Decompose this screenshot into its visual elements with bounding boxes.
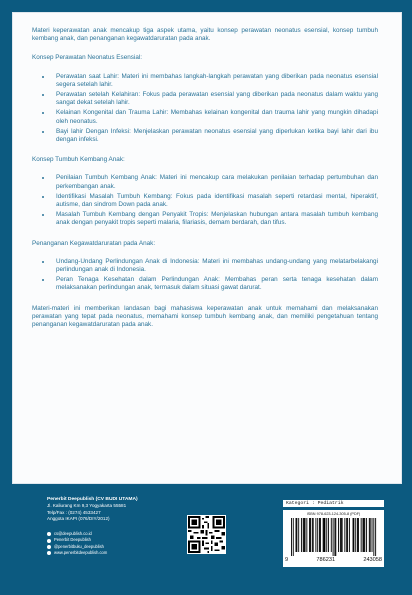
publisher-phone: Telp/Fax : (0274) 4533427: [47, 509, 101, 515]
section-heading-neonatus: Konsep Perawatan Neonatus Esensial:: [32, 54, 143, 62]
barcode-bar: [328, 518, 329, 552]
facebook-icon: [47, 539, 51, 543]
footer: [0, 482, 412, 595]
barcode-bar: [361, 518, 362, 552]
social-text: Penerbit Deepublish: [54, 537, 91, 543]
barcode-bar: [349, 518, 350, 552]
isbn-block: [283, 500, 384, 567]
publisher-name: Penerbit Deepublish (CV BUDI UTAMA): [47, 497, 138, 502]
barcode-bar: [333, 518, 334, 556]
section-heading-tumbuh-kembang: Konsep Tumbuh Kembang Anak:: [32, 156, 125, 164]
list-item: • Kelainan Kongenital dan Trauma Lahir: Membahas kelainan kongenital dan trauma lahir yang mungkin dihadapi oleh neonatus.: [52, 109, 378, 125]
barcode-bar: [313, 518, 314, 552]
barcode-bar: [309, 518, 310, 552]
barcode-bar: [298, 518, 299, 552]
barcode-bar: [363, 518, 364, 552]
barcode-bar: [324, 518, 325, 552]
social-text: cs@deepublish.co.id: [54, 531, 92, 536]
list-item: • Perawatan saat Lahir: Materi ini membahas langkah-langkah perawatan yang diberikan pada neonatus esensial segera setelah lahir.: [52, 73, 378, 89]
barcode-bar: [341, 518, 342, 552]
barcode-bar: [323, 518, 324, 552]
barcode-bar: [347, 518, 348, 552]
section-list-kegawatdaruratan: [32, 258, 378, 293]
barcode-digits-left: 786231: [316, 557, 336, 563]
social-text: @penerbitbuku_deepublish: [54, 543, 104, 549]
instagram-icon: [47, 545, 51, 549]
closing-paragraph: Materi-materi ini memberikan landasan bagi mahasiswa keperawatan anak untuk memahami dan melaksanakan perawatan yang tepat pada neonatus, memahami konsep tumbuh kembang anak, dan memiliki pengetahuan tentang penanganan kegawatdaruratan pada anak.: [32, 304, 378, 329]
barcode-bar: [375, 518, 376, 556]
social-text: www.penerbitdeepublish.com: [54, 550, 108, 556]
barcode-bar: [344, 518, 345, 552]
list-item: • Identifikasi Masalah Tumbuh Kembang: Fokus pada identifikasi masalah seperti retardasi mental, hiperaktif, autisme, dan sindrom Down pada anak.: [52, 193, 378, 209]
list-item: • Masalah Tumbuh Kembang dengan Penyakit Tropis: Menjelaskan hubungan antara masalah tumbuh kembang anak dengan penyakit tropis seperti malaria, filariasis, demam berdarah, dan tifus.: [52, 211, 378, 227]
barcode-bar: [346, 518, 347, 552]
section-list-neonatus: [32, 73, 378, 145]
barcode-bar: [291, 518, 292, 556]
list-item: • Perawatan setelah Kelahiran: Fokus pada perawatan esensial yang diberikan pada neonatus dalam waktu yang sangat dekat setelah lahir.: [52, 91, 378, 107]
publisher-info: [47, 497, 138, 523]
barcode-bar: [312, 518, 313, 552]
barcode-bar: [334, 518, 335, 556]
barcode-bar: [358, 518, 359, 552]
publisher-social: [47, 531, 107, 557]
barcode-bar: [315, 518, 316, 552]
barcode-bars: [291, 518, 377, 556]
barcode-bar: [366, 518, 367, 552]
barcode-bar: [326, 518, 327, 552]
barcode-bar: [296, 518, 297, 552]
barcode: [283, 510, 384, 567]
barcode-bar: [320, 518, 321, 552]
list-item: • Penilaian Tumbuh Kembang Anak: Materi ini mencakup cara melakukan penilaian terhadap pertumbuhan dan perkembangan anak.: [52, 174, 378, 190]
globe-icon: [47, 551, 51, 555]
barcode-bar: [364, 518, 365, 552]
barcode-bar: [310, 518, 311, 552]
barcode-bar: [304, 518, 305, 552]
social-row-website: [47, 550, 107, 556]
barcode-bar: [363, 518, 364, 552]
barcode-bar: [372, 518, 373, 552]
list-item: • Undang-Undang Perlindungan Anak di Indonesia: Materi ini membahas undang-undang yang melatarbelakangi perlindungan anak di Indonesia.: [52, 258, 378, 274]
isbn-label: ISBN 978-623-124-305-8 (PDF): [306, 512, 361, 516]
publisher-address: Jl. Kaliurang Km 9,3 Yogyakarta 55581: [47, 503, 127, 509]
barcode-bar: [306, 518, 307, 552]
list-item: • Bayi lahir Dengan Infeksi: Menjelaskan perawatan neonatus esensial yang diperlukan ketika bayi lahir dari ibu dengan infeksi.: [52, 128, 378, 144]
list-item: • Peran Tenaga Kesehatan dalam Perlindungan Anak: Membahas peran serta tenaga kesehatan dalam melaksanakan perlindungan anak, termasuk dalam situasi gawat darurat.: [52, 276, 378, 292]
barcode-bar: [357, 518, 358, 552]
barcode-bar: [353, 518, 354, 552]
barcode-bar: [369, 518, 370, 552]
barcode-bar: [305, 518, 306, 552]
barcode-bar: [340, 518, 341, 552]
barcode-bar: [353, 518, 354, 552]
barcode-digit-lead: 9: [285, 557, 289, 563]
section-list-tumbuh-kembang: [32, 174, 378, 227]
barcode-bar: [331, 518, 332, 552]
barcode-digits: [285, 557, 382, 563]
barcode-bar: [301, 518, 302, 552]
category-label: Kategori : Pediatrik: [283, 500, 384, 507]
barcode-bar: [335, 518, 336, 556]
intro-paragraph: Materi keperawatan anak mencakup tiga aspek utama, yaitu konsep perawatan neonatus esensial, konsep tumbuh kembang anak, dan penanganan kegawatdaruratan pada anak.: [32, 27, 378, 43]
barcode-bar: [338, 518, 339, 552]
email-icon: [47, 532, 51, 536]
barcode-bar: [370, 518, 371, 552]
barcode-digits-right: 243058: [363, 557, 382, 563]
barcode-bar: [342, 518, 343, 552]
barcode-bar: [319, 518, 320, 552]
barcode-bar: [317, 518, 318, 552]
barcode-bar: [293, 518, 294, 556]
barcode-bar: [355, 518, 356, 552]
barcode-bar: [296, 518, 297, 552]
qr-code-icon: [187, 515, 226, 554]
section-heading-kegawatdaruratan: Penanganan Kegawatdaruratan pada Anak:: [32, 239, 156, 247]
barcode-bar: [324, 518, 325, 552]
barcode-bar: [373, 518, 374, 556]
barcode-bar: [303, 518, 304, 552]
publisher-member: Anggota IKAPI (076/DIY/2012): [47, 516, 110, 522]
synopsis-text: [32, 27, 378, 340]
